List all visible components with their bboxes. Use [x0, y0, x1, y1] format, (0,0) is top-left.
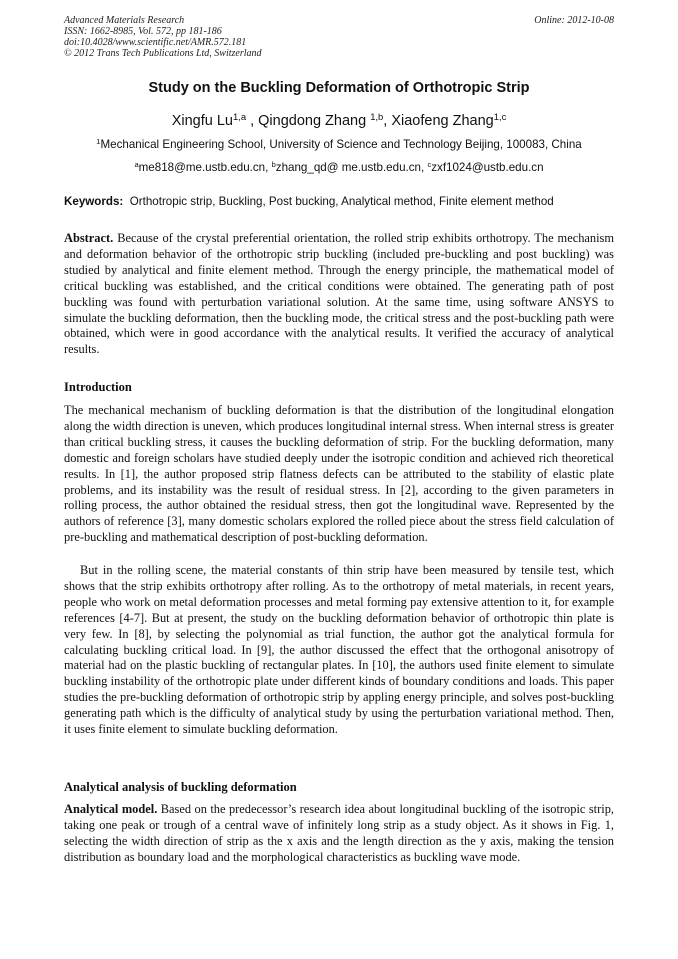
- author-name: Qingdong Zhang: [258, 113, 367, 129]
- introduction-paragraph-1: The mechanical mechanism of buckling deformation is that the distribution of the longitudinal elongation along the width direction is uneven, which produces longitudinal internal stress. When internal stress is greater than critical buckling stress, it causes the buckling deformation of strip. For the buckling deformation, many domestic and foreign scholars have studied deeply under the isotropic condition and achieved rich theoretical results. In [1], the author proposed strip flatness defects can be attributed to the stability of elastic plate problems, and its instability was the result of residual stress. In [2], according to the given parameters in rolling process, the author obtained the residual stress, then got the longitudinal wave. Represented by the authors of reference [3], many domestic scholars explored the rolled piece about the stress field calculation of pre-buckling and mathematical description of post-buckling deformation.: [64, 403, 614, 545]
- email-list: [0, 161, 678, 174]
- abstract-text: Because of the crystal preferential orientation, the rolled strip exhibits orthotropy. The mechanism and deformation behavior of the orthotropic strip buckling (included pre-buckling and post buckling) was studied by analytical and finite element method. Through the energy principle, the mathematical model of critical buckling was established, and the critical conditions were obtained. The generating path of post buckling was found with perturbation variational solution. At the same time, using software ANSYS to simulate the buckling deformation, then the buckling mode, the critical stress and the post-buckling path were obtained, which were in good accordance with the analytical results. It verified the accuracy of analytical results.: [64, 231, 614, 357]
- copyright-line: © 2012 Trans Tech Publications Ltd, Switzerland: [64, 48, 262, 59]
- analytical-model-label: Analytical model.: [64, 802, 158, 816]
- introduction-paragraph-2: But in the rolling scene, the material constants of thin strip have been measured by tensile test, which shows that the strip exhibits orthotropy after rolling. As to the orthotropy of metal materials, in recent years, people who work on metal deformation processes and metal forming pay extensive attention to it, for example references [4-7]. But at present, the study on the buckling deformation behavior of orthotropic thin plate is very few. In [8], by selecting the polynomial as trial function, the author got the analytical formula for calculating buckling critical load. In [9], the author discussed the effect that the orthogonal anisotropy of material had on the plastic buckling of rectangular plates. In [10], the authors used finite element to simulate buckling instability of the orthotropic plate under different kinds of boundary conditions and loads. This paper studies the pre-buckling deformation of orthotropic strip by appling energy principle, and solves post-buckling generating path which is the difficulty of analytical study by using the perturbation variational method. Then, it uses finite element to simulate buckling deformation.: [64, 563, 614, 737]
- analysis-heading: Analytical analysis of buckling deformation: [64, 780, 297, 794]
- author-sup: 1,c: [493, 110, 507, 122]
- email-sup: b: [271, 159, 276, 169]
- introduction-heading: Introduction: [64, 380, 132, 394]
- author-name: Xingfu Lu: [171, 113, 233, 129]
- affiliation-sup: 1: [96, 136, 101, 146]
- journal-name: Advanced Materials Research: [64, 15, 185, 26]
- author-list: Xingfu Lu$^{1,a}$ , Qingdong Zhang $^{1,b}$, Xiaofeng Zhang$^{1,c}$: [171, 110, 507, 129]
- affiliation-text: Mechanical Engineering School, University of Science and Technology Beijing, 100083, China: [100, 138, 582, 151]
- journal-header: [64, 15, 262, 59]
- email-address: zxf1024@ustb.edu.cn: [431, 161, 544, 174]
- author-sup: 1,a: [232, 110, 247, 122]
- analytical-model-paragraph: [64, 802, 614, 866]
- abstract: [64, 231, 614, 358]
- abstract-label: Abstract.: [64, 231, 114, 245]
- keywords-text: Orthotropic strip, Buckling, Post bucking, Analytical method, Finite element method: [129, 195, 554, 208]
- doi-line: doi:10.4028/www.scientific.net/AMR.572.181: [64, 37, 247, 48]
- issn-line: ISSN: 1662-8985, Vol. 572, pp 181-186: [64, 26, 222, 37]
- email-address: me818@me.ustb.edu.cn,: [138, 161, 269, 174]
- affiliation: [0, 138, 678, 151]
- author-sup: 1,b: [370, 110, 384, 122]
- email-sup: a: [134, 159, 139, 169]
- keywords: [64, 195, 614, 208]
- author-name: Xiaofeng Zhang: [391, 113, 494, 129]
- keywords-label: Keywords:: [64, 195, 124, 208]
- email-address: zhang_qd@ me.ustb.edu.cn,: [275, 161, 425, 174]
- online-date: Online: 2012-10-08: [534, 15, 614, 26]
- analytical-model-text: Based on the predecessor’s research idea about longitudinal buckling of the isotropic strip, taking one peak or trough of a central wave of infinitely long strip as a study object. As it shows in Fig. 1, selecting the width direction of strip as the x axis and the length direction as the y axis, making the tension distribution as boundary load and the morphological characteristics as buckling wave mode.: [64, 802, 614, 864]
- paper-title: Study on the Buckling Deformation of Orthotropic Strip: [148, 80, 530, 96]
- email-sup: c: [427, 159, 432, 169]
